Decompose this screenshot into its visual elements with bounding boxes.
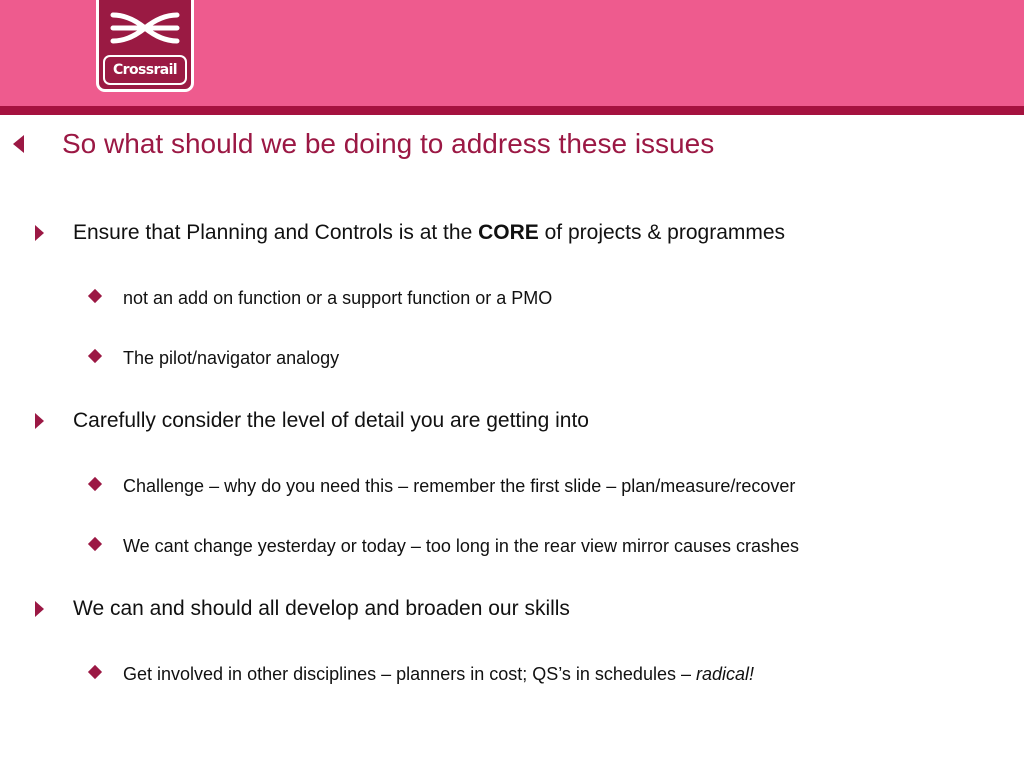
crossrail-roundel-icon (109, 8, 181, 48)
title-row (0, 122, 1024, 166)
header-rule (0, 106, 1024, 115)
bullet-skills (0, 592, 1024, 626)
slide-title: So what should we be doing to address these issues (62, 128, 715, 159)
bullet-arrow-icon (35, 413, 44, 429)
sub-bullet-text: not an add on function or a support function or a PMO (123, 288, 553, 308)
sub-bullet (0, 659, 1024, 687)
diamond-bullet-icon (88, 537, 102, 551)
sub-bullet (0, 531, 1024, 559)
bullet-text-before: Ensure that Planning and Controls is at the (73, 221, 479, 244)
sub-bullet-text: We cant change yesterday or today – too long in the rear view mirror causes crashes (123, 536, 800, 556)
bullet-text: Carefully consider the level of detail you are getting into (73, 409, 589, 432)
sub-bullet-text: Challenge – why do you need this – remember the first slide – plan/measure/recover (123, 476, 796, 496)
sub-bullet-text: The pilot/navigator analogy (123, 348, 340, 368)
bullet-detail (0, 404, 1024, 438)
sub-bullet-text-main: Get involved in other disciplines – planners in cost; QS’s in schedules – (123, 664, 696, 684)
bullet-text-after: of projects & programmes (538, 221, 786, 244)
bullet-text (73, 220, 785, 246)
bullet-text: We can and should all develop and broaden our skills (73, 597, 570, 620)
bullet-core (0, 216, 1024, 250)
diamond-bullet-icon (88, 349, 102, 363)
logo-wordmark: Crossrail (103, 55, 187, 85)
diamond-bullet-icon (88, 665, 102, 679)
sub-bullet (0, 343, 1024, 371)
diamond-bullet-icon (88, 289, 102, 303)
crossrail-logo (96, 0, 194, 92)
sub-bullet-text-italic: radical! (695, 664, 755, 684)
back-arrow-icon[interactable] (13, 135, 24, 153)
sub-bullet (0, 471, 1024, 499)
sub-bullet-text (123, 663, 754, 685)
bullet-text-bold: CORE (478, 221, 539, 244)
sub-bullet (0, 283, 1024, 311)
diamond-bullet-icon (88, 477, 102, 491)
bullet-arrow-icon (35, 225, 44, 241)
bullet-arrow-icon (35, 601, 44, 617)
